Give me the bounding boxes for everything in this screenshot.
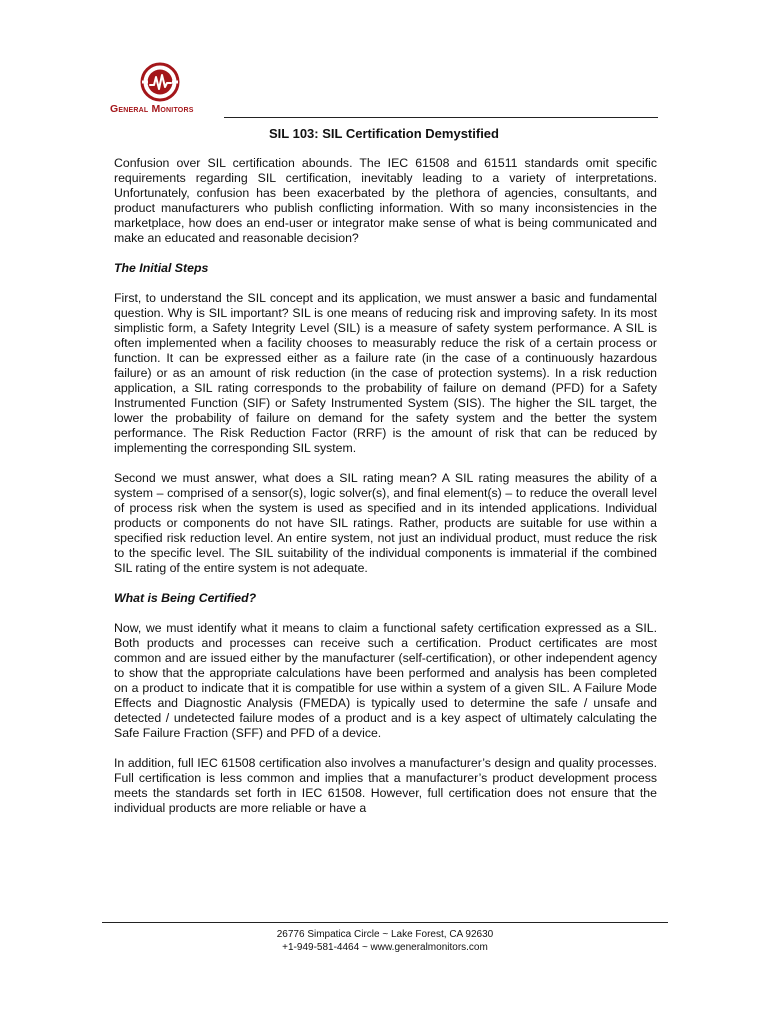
page-footer — [102, 928, 668, 954]
header-divider — [224, 117, 658, 118]
footer-divider — [102, 922, 668, 923]
paragraph: In addition, full IEC 61508 certification also involves a manufacturer’s design and quality processes. Full certification is less common and implies that a manufacturer’s product development process meets the standards set forth in IEC 61508. However, full certification does not ensure that the individual products are more reliable or have a — [114, 756, 657, 815]
company-logo — [110, 62, 220, 118]
document-body — [114, 156, 657, 831]
footer-contact: +1-949-581-4464 ~ www.generalmonitors.com — [282, 942, 488, 953]
document-title: SIL 103: SIL Certification Demystified — [269, 126, 499, 141]
section-heading-what-is-certified: What is Being Certified? — [114, 591, 257, 605]
paragraph: Second we must answer, what does a SIL rating mean? A SIL rating measures the ability of a system – comprised of a sensor(s), logic solver(s), and final element(s) – to reduce the overall level of process risk when the system is used as specified and in its intended applications. Individual products or components do not have SIL ratings. Rather, products are suitable for use within a specified risk reduction level. An entire system, not just an individual product, must reduce the risk to the specific level. The SIL suitability of the individual components is immaterial if the combined SIL rating of the entire system is not adequate. — [114, 471, 657, 575]
general-monitors-logo-icon — [140, 62, 180, 102]
section-heading-initial-steps: The Initial Steps — [114, 261, 209, 275]
company-name: General Monitors — [110, 103, 194, 115]
paragraph: First, to understand the SIL concept and its application, we must answer a basic and fundamental question. Why is SIL important? SIL is one means of reducing risk and improving safety. In its most simplistic form, a Safety Integrity Level (SIL) is a measure of safety system performance. A SIL is often implemented when a facility chooses to measurably reduce the risk of a certain process or function. It can be expressed either as a failure rate (in the case of a continuously hazardous failure) or as an amount of risk reduction (in the case of protection systems). In a risk reduction application, a SIL rating corresponds to the probability of failure on demand (PFD) for a Safety Instrumented Function (SIF) or Safety Instrumented System (SIS). The higher the SIL target, the lower the probability of failure on demand for the safety system and the better the system performance. The Risk Reduction Factor (RRF) is the amount of risk that can be reduced by implementing the corresponding SIL system. — [114, 291, 657, 455]
intro-paragraph: Confusion over SIL certification abounds. The IEC 61508 and 61511 standards omit specific requirements regarding SIL certification, inevitably leading to a variety of interpretations. Unfortunately, confusion has been exacerbated by the plethora of agencies, consultants, and product manufacturers who publish conflicting information. With so many inconsistencies in the marketplace, how does an end-user or integrator make sense of what is being communicated and make an educated and reasonable decision? — [114, 156, 657, 245]
footer-address: 26776 Simpatica Circle ~ Lake Forest, CA 92630 — [276, 929, 494, 940]
paragraph: Now, we must identify what it means to claim a functional safety certification expressed as a SIL. Both products and processes can receive such a certification. Product certificates are most common and are issued either by the manufacturer (self-certification), or other independent agency to show that the appropriate calculations have been performed and analysis has been completed on a product to indicate that it is compatible for use within a system of a given SIL. A Failure Mode Effects and Diagnostic Analysis (FMEDA) is typically used to determine the safe / unsafe and detected / undetected failure modes of a product and is a key aspect of ultimately calculating the Safe Failure Fraction (SFF) and PFD of a device. — [114, 621, 657, 740]
